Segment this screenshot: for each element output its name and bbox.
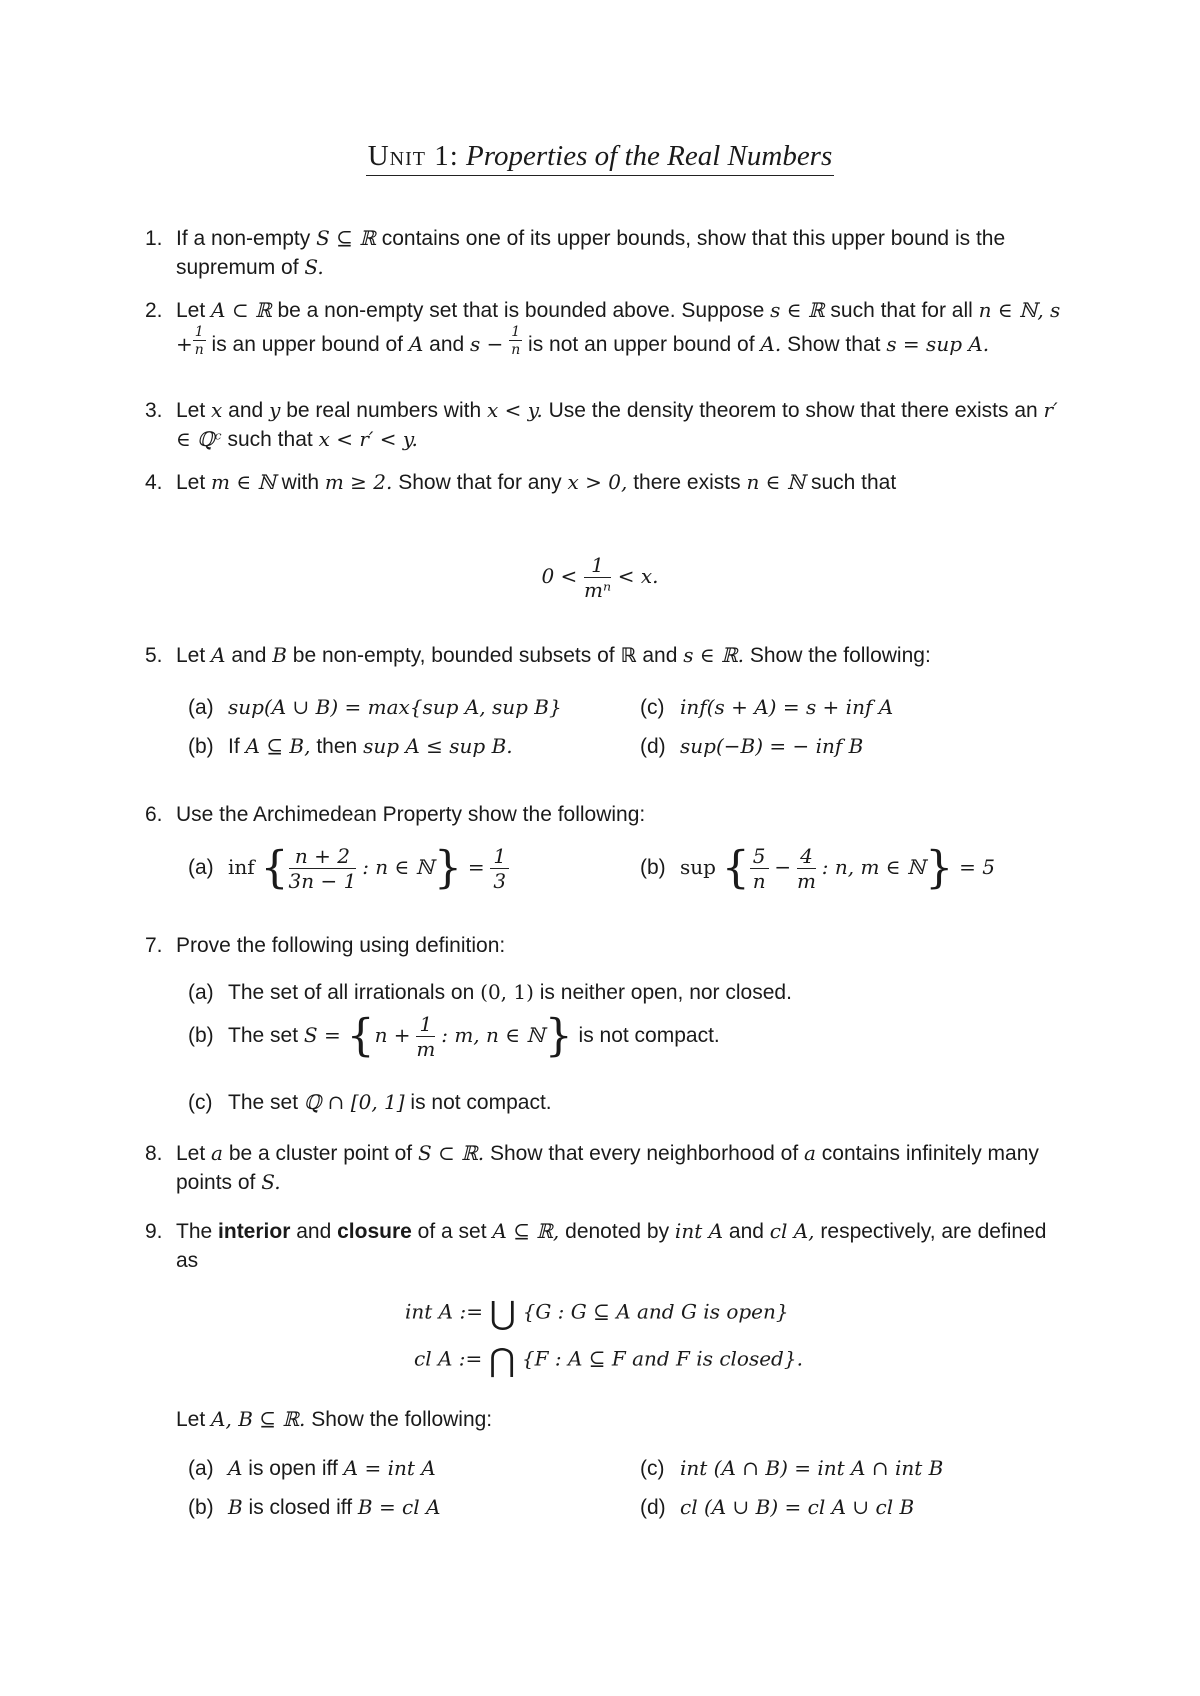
text: Let [176,471,206,494]
math: m ∈ ℕ [211,470,276,494]
fraction-one-over-n: $\frac{1}{n}$ [194,324,204,358]
problem-number: 3. [145,399,163,422]
text: Let [176,399,206,422]
math: m ≥ 2. [324,470,393,494]
subitem-label: (c) [640,696,665,719]
right-brace: } [433,842,462,894]
math: sup(A ∪ B) = max{sup A, sup B} [228,695,562,719]
math: 0 < [541,564,578,588]
left-brace: { [260,842,289,894]
text: is not compact. [578,1024,720,1048]
text: and [228,399,264,422]
text: Use the density theorem to show that there exists an [548,399,1038,422]
text: respectively, are defined as [176,1220,1047,1272]
text: Let [176,299,206,322]
math: s = sup A. [886,332,990,356]
math: n ∈ ℕ, s + [176,298,1061,356]
math: A, B ⊆ ℝ. [211,1407,306,1431]
fraction-one-over-n: $\frac{1}{n}$ [511,324,521,358]
problem-number: 9. [145,1220,163,1243]
text: contains one of its upper bounds, show that this upper bound is the supremum of [176,227,1006,279]
text: of a set [417,1220,487,1243]
math: cl (A ∪ B) = cl A ∪ cl B [680,1495,915,1519]
math: n + [374,1023,411,1048]
math: A [228,1456,243,1480]
math: S ⊂ ℝ. [417,1141,485,1165]
text: then [316,735,358,758]
left-brace: { [346,1010,375,1062]
subitem-label: (a) [188,856,214,880]
text: is not compact. [410,1091,552,1114]
math: − [774,855,792,880]
text: contains infinitely many points of [176,1142,1039,1194]
fraction: $\frac{1}{m}$ [416,1012,436,1061]
subitem-9b [188,1495,440,1520]
subitem-9c [640,1456,943,1481]
subitem-label: (b) [188,1496,214,1519]
text: The [176,1220,213,1243]
page-title [0,140,1200,176]
right-brace: } [925,842,954,894]
math: r′ ∈ ℚᶜ [176,398,1058,451]
subitem-label: (b) [640,856,666,880]
problem-text [176,296,1063,359]
display-interior-definition [405,1294,789,1332]
bold-term: closure [337,1220,412,1243]
math: a [211,1141,223,1165]
subitem-label: (d) [640,735,666,758]
math: B [228,1495,243,1519]
problem-number: 5. [145,644,163,667]
text: is closed iff [248,1496,353,1519]
display-closure-definition [414,1341,803,1379]
display-equation-4 [0,555,1200,600]
math: x [211,398,223,422]
math: : m, n ∈ ℕ [441,1023,545,1048]
subitem-label: (a) [188,696,214,719]
text: and [231,644,267,667]
text: The set [228,1024,299,1048]
subitem-label: (c) [188,1091,213,1114]
math: n ∈ ℕ [746,470,806,494]
bold-term: interior [218,1220,291,1243]
fraction: $\frac{1}{3}$ [490,846,509,891]
math: B = cl A [357,1495,441,1519]
math: S ⊆ ℝ [316,226,376,250]
subitem-5a [188,695,562,720]
text: Let [176,644,206,667]
title-unit: Unit 1: [367,140,459,172]
text: is an upper bound of [211,333,404,356]
text: denoted by [565,1220,670,1243]
text: Let [176,1142,206,1165]
text: there exists [633,471,741,494]
math: B [272,643,287,667]
text: Let [176,1408,206,1431]
subitem-label: (a) [188,1457,214,1480]
subitem-6a [188,842,509,894]
text: The set [228,1091,299,1114]
text: Show the following: [311,1408,493,1431]
math: A. [760,332,782,356]
problem-5 [145,641,1063,670]
math: (0, 1) [480,980,534,1004]
problem-8 [145,1139,1063,1197]
problem-3 [145,396,1063,454]
math: x < y. [487,398,543,422]
subitem-6b [640,842,995,894]
math: < x. [617,564,659,588]
problem-9-let [176,1405,1056,1434]
text: is not an upper bound of [528,333,755,356]
text: be non-empty, bounded subsets of [292,644,615,667]
problem-number: 7. [145,934,163,957]
text: is open iff [248,1457,338,1480]
text: Show that for any [398,471,562,494]
math: S. [304,255,324,279]
math: s ∈ ℝ [770,298,825,322]
subitem-9d [640,1495,914,1520]
math: A ⊂ ℝ [211,298,272,322]
problem-text [176,396,1063,454]
text: be a cluster point of [228,1142,413,1165]
math: A = int A [343,1456,436,1480]
right-brace: } [544,1010,573,1062]
text: and [642,644,678,667]
text: Show that every neighborhood of [489,1142,799,1165]
text: such that [227,428,313,451]
text: and [429,333,465,356]
math: S. [261,1170,281,1194]
problem-9 [145,1217,1063,1275]
subitem-5c [640,695,893,720]
math: ℝ [620,643,637,667]
math: y [269,398,281,422]
subitem-7b [188,1010,720,1062]
math: A ⊆ B, [245,734,311,758]
subitem-9a [188,1456,436,1481]
text: Show that [787,333,881,356]
subitem-5b [188,734,513,759]
problem-number: 2. [145,299,163,322]
math: sup(−B) = − inf B [680,734,864,758]
subitem-5d [640,734,863,759]
math: inf(s + A) = s + inf A [680,695,894,719]
text: such that [810,471,897,494]
big-intersection-symbol: ⋂ [488,1341,516,1379]
text: with [281,471,320,494]
text: The set of all irrationals on [228,981,475,1004]
text: If a non-empty [176,227,311,250]
math: x > 0, [567,470,628,494]
problem-number: 6. [145,803,163,826]
problem-number: 8. [145,1142,163,1165]
fraction: $\frac{5}{n}$ [750,846,769,891]
math: : n, m ∈ ℕ [821,855,926,880]
problem-text: Use the Archimedean Property show the following: [176,803,646,826]
math: S = [303,1023,341,1048]
problem-text [176,1217,1063,1275]
problem-text [176,224,1063,282]
math: s − [470,332,504,356]
problem-6 [145,800,1063,829]
math: cl A, [769,1219,815,1243]
problem-1 [145,224,1063,282]
subitem-label: (d) [640,1496,666,1519]
problem-2 [145,296,1063,359]
text: Show the following: [749,644,931,667]
problem-text [176,468,1063,497]
title-subtitle: Properties of the Real Numbers [466,140,833,172]
math: inf [228,855,255,880]
math: = 5 [959,855,995,880]
subitem-7c [188,1090,552,1115]
text: and [296,1220,332,1243]
math: A ⊆ ℝ, [492,1219,560,1243]
math: {F : A ⊆ F and F is closed}. [521,1346,803,1371]
math: s ∈ ℝ. [683,643,744,667]
problem-7 [145,931,1063,960]
text: and [728,1220,764,1243]
math: cl A := [414,1346,483,1371]
subitem-label: (c) [640,1457,665,1480]
math: sup A ≤ sup B. [363,734,513,758]
text: is neither open, nor closed. [539,981,792,1004]
problem-number: 4. [145,471,163,494]
math: = [467,855,485,880]
math: {G : G ⊆ A and G is open} [522,1299,789,1324]
text: If [228,735,240,758]
text: such that for all [830,299,973,322]
math: int A [674,1219,724,1243]
problem-text [176,1139,1063,1197]
text: be a non-empty set that is bounded above. Suppose [277,299,765,322]
math: sup [680,855,716,880]
fraction: $\frac{4}{m}$ [796,844,816,893]
math: : n ∈ ℕ [362,855,434,880]
text: be real numbers with [286,399,482,422]
problem-text [176,641,1063,670]
math: A [408,332,424,356]
subitem-label: (b) [188,1024,214,1048]
problem-4 [145,468,1063,497]
math: ℚ ∩ [0, 1] [303,1090,405,1114]
big-union-symbol: ⋃ [489,1294,516,1332]
subitem-7a [188,980,792,1005]
fraction: $\frac{1}{\text{mⁿ}}$ [584,553,612,602]
fraction: $\frac{n + 2}{3n - 1}$ [288,844,357,893]
math: A [211,643,226,667]
problem-text: Prove the following using definition: [176,934,506,957]
math: int A := [405,1299,483,1324]
subitem-label: (a) [188,981,214,1004]
math: int (A ∩ B) = int A ∩ int B [680,1456,944,1480]
title-underline [366,140,835,176]
math: a [804,1141,816,1165]
subitem-label: (b) [188,735,214,758]
problem-number: 1. [145,227,163,250]
left-brace: { [721,842,750,894]
math: x < r′ < y. [318,427,418,451]
